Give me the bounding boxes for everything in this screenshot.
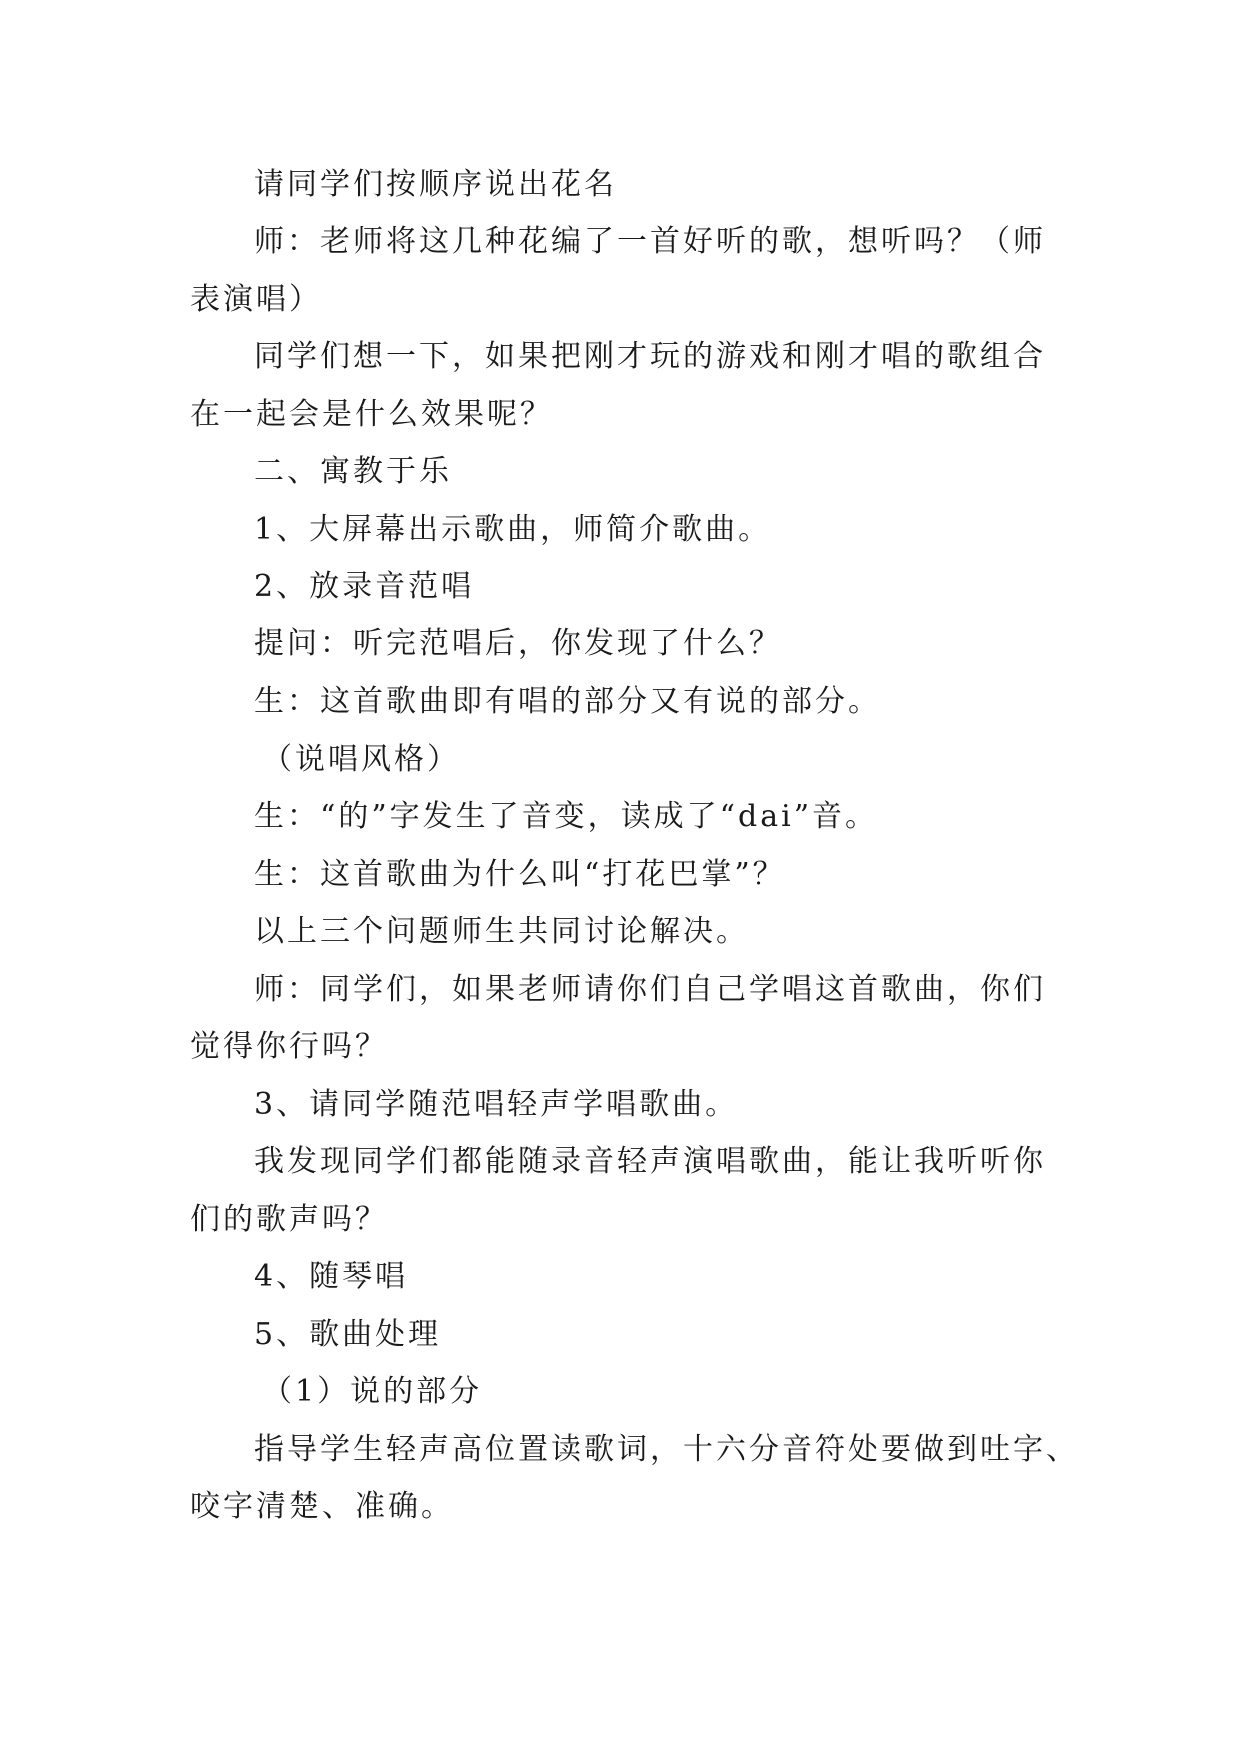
text-line: 我发现同学们都能随录音轻声演唱歌曲，能让我听听你 <box>254 1144 1046 1179</box>
text-line: 3、请同学随范唱轻声学唱歌曲。 <box>254 1087 739 1122</box>
text-line: 表演唱） <box>190 282 322 317</box>
text-line: 生：这首歌曲为什么叫“打花巴掌”？ <box>254 857 786 892</box>
text-line: 师：同学们，如果老师请你们自己学唱这首歌曲，你们 <box>254 972 1046 1007</box>
text-line: 同学们想一下，如果把刚才玩的游戏和刚才唱的歌组合 <box>254 339 1046 374</box>
text-line: 请同学们按顺序说出花名 <box>254 167 617 202</box>
text-line: 4、随琴唱 <box>254 1259 409 1294</box>
text-line: 1、大屏幕出示歌曲，师简介歌曲。 <box>254 512 772 547</box>
text-line: 觉得你行吗？ <box>190 1029 388 1064</box>
text-line: 2、放录音范唱 <box>254 569 475 604</box>
text-line: 生：“的”字发生了音变，读成了“dai”音。 <box>254 799 879 834</box>
text-line: 指导学生轻声高位置读歌词，十六分音符处要做到吐字、 <box>254 1432 1079 1467</box>
text-line: 提问：听完范唱后，你发现了什么？ <box>254 626 782 661</box>
text-line: （1）说的部分 <box>262 1374 483 1409</box>
text-line: 师：老师将这几种花编了一首好听的歌，想听吗？（师 <box>254 224 1046 259</box>
text-line: 以上三个问题师生共同讨论解决。 <box>254 914 749 949</box>
text-line: 咬字清楚、准确。 <box>190 1489 454 1524</box>
text-line: （说唱风格） <box>262 742 460 777</box>
text-line: 5、歌曲处理 <box>254 1317 442 1352</box>
text-line: 在一起会是什么效果呢？ <box>190 397 553 432</box>
text-line: 二、寓教于乐 <box>254 454 452 489</box>
text-line: 们的歌声吗？ <box>190 1202 388 1237</box>
text-line: 生：这首歌曲即有唱的部分又有说的部分。 <box>254 684 881 719</box>
